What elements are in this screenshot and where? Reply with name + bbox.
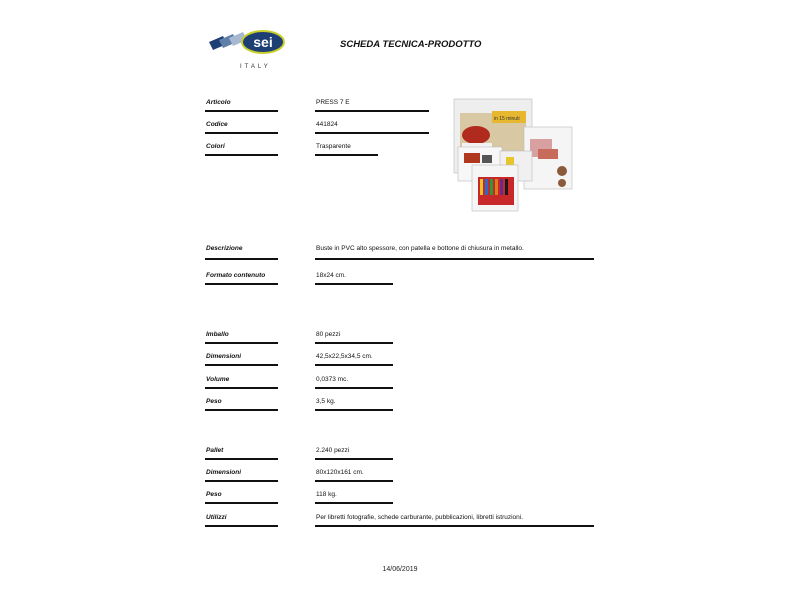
label-dimensioni: Dimensioni (206, 469, 242, 476)
label-articolo: Articolo (206, 99, 231, 106)
label-colori: Colori (206, 143, 225, 150)
label-underline (205, 342, 278, 344)
row-codice (0, 121, 800, 135)
label-formato: Formato contenuto (206, 272, 266, 279)
value-colori: Trasparente (316, 143, 351, 150)
label-underline (205, 387, 278, 389)
label-descrizione: Descrizione (206, 245, 243, 252)
label-underline (205, 110, 278, 112)
row-descrizione (0, 245, 800, 259)
row-imballo-dimensioni (0, 353, 800, 367)
label-utilizzi: Utilizzi (206, 514, 227, 521)
value-underline (315, 525, 594, 527)
value-underline (315, 132, 429, 134)
label-codice: Codice (206, 121, 228, 128)
logo-country: ITALY (240, 64, 271, 70)
label-underline (205, 458, 278, 460)
label-pallet: Pallet (206, 447, 224, 454)
row-pallet (0, 447, 800, 461)
document-title: SCHEDA TECNICA-PRODOTTO (340, 39, 482, 50)
value-dimensioni: 42,5x22,5x34,5 cm. (316, 353, 373, 360)
label-underline (205, 132, 278, 134)
value-underline (315, 387, 393, 389)
label-underline (205, 480, 278, 482)
row-formato (0, 272, 800, 286)
value-underline (315, 342, 393, 344)
logo-wordmark: sei (253, 34, 273, 50)
row-pallet-dimensioni (0, 469, 800, 483)
value-underline (315, 154, 378, 156)
value-underline (315, 458, 393, 460)
value-dimensioni: 80x120x161 cm. (316, 469, 364, 476)
label-peso: Peso (206, 491, 222, 498)
label-underline (205, 283, 278, 285)
value-underline (315, 364, 393, 366)
value-imballo: 80 pezzi (316, 331, 341, 338)
label-dimensioni: Dimensioni (206, 353, 242, 360)
value-underline (315, 409, 393, 411)
photo-caption: in 15 minuti (494, 116, 520, 122)
row-volume (0, 376, 800, 390)
value-articolo: PRESS 7 E (316, 99, 350, 106)
value-formato: 18x24 cm. (316, 272, 346, 279)
value-peso: 3,5 kg. (316, 398, 336, 405)
value-utilizzi: Per libretti fotografie, schede carburante, pubblicazioni, libretti istruzioni. (316, 514, 524, 521)
value-underline (315, 480, 393, 482)
value-underline (315, 110, 429, 112)
row-utilizzi (0, 514, 800, 528)
value-volume: 0,0373 mc. (316, 376, 349, 383)
row-colori (0, 143, 800, 157)
label-underline (205, 364, 278, 366)
label-underline (205, 154, 278, 156)
label-underline (205, 409, 278, 411)
label-underline (205, 525, 278, 527)
value-descrizione: Buste in PVC alto spessore, con patella e bottone di chiusura in metallo. (316, 245, 524, 252)
value-pallet: 2.240 pezzi (316, 447, 350, 454)
label-underline (205, 258, 278, 260)
value-underline (315, 283, 393, 285)
label-imballo: Imballo (206, 331, 229, 338)
value-codice: 441824 (316, 121, 338, 128)
value-peso: 118 kg. (316, 491, 337, 498)
value-underline (315, 502, 393, 504)
value-underline (315, 258, 594, 260)
label-volume: Volume (206, 376, 230, 383)
label-underline (205, 502, 278, 504)
row-imballo (0, 331, 800, 345)
label-peso: Peso (206, 398, 222, 405)
row-pallet-peso (0, 491, 800, 505)
row-articolo (0, 99, 800, 113)
footer-date: 14/06/2019 (382, 566, 418, 573)
row-imballo-peso (0, 398, 800, 412)
